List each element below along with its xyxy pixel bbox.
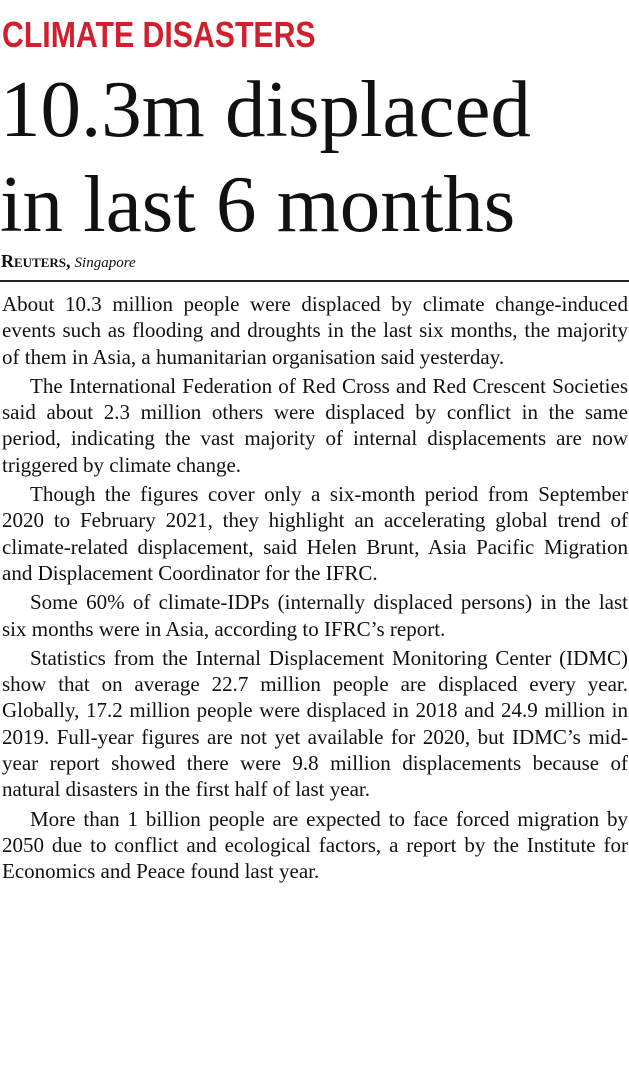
article-paragraph-2: The International Federation of Red Cross and Red Crescent Societies said about 2.3 million others were displaced by conflict in the same period, indicating the vast majority of internal displacements are now triggered by climate change. <box>2 373 628 477</box>
section-kicker: CLIMATE DISASTERS <box>2 14 316 55</box>
article-paragraph-5: Statistics from the Internal Displacement Monitoring Center (IDMC) show that on average 22.7 million people are displaced every year. Globally, 17.2 million people were displaced in 2018 and 24.9 million in 2019. Full-year figures are not yet available for 2020, but IDMC’s mid-year report showed there were 9.8 million displacements because of natural disasters in the first half of last year. <box>2 645 628 802</box>
byline-location: Singapore <box>74 255 136 271</box>
headline <box>0 62 629 252</box>
byline-agency: Reuters, <box>1 251 71 271</box>
byline <box>1 250 136 274</box>
article-paragraph-3: Though the figures cover only a six-month period from September 2020 to February 2021, they highlight an accelerating global trend of climate-related displacement, said Helen Brunt, Asia Pacific Migration and Displacement Coordinator for the IFRC. <box>2 482 628 585</box>
headline-line-1: 10.3m displaced <box>0 64 531 154</box>
byline-divider <box>0 280 629 282</box>
headline-line-2: in last 6 months <box>0 159 516 249</box>
article-paragraph-1: About 10.3 million people were displaced by climate change-induced events such as flooding and droughts in the last six months, the majority of them in Asia, a humanitarian organisation said yesterday. <box>2 292 628 369</box>
article-paragraph-4: Some 60% of climate-IDPs (internally displaced persons) in the last six months were in Asia, according to IFRC’s report. <box>2 590 628 641</box>
article-paragraph-6: More than 1 billion people are expected to face forced migration by 2050 due to conflict and ecological factors, a report by the Institute for Economics and Peace found last year. <box>2 806 628 884</box>
article-body <box>2 291 628 888</box>
